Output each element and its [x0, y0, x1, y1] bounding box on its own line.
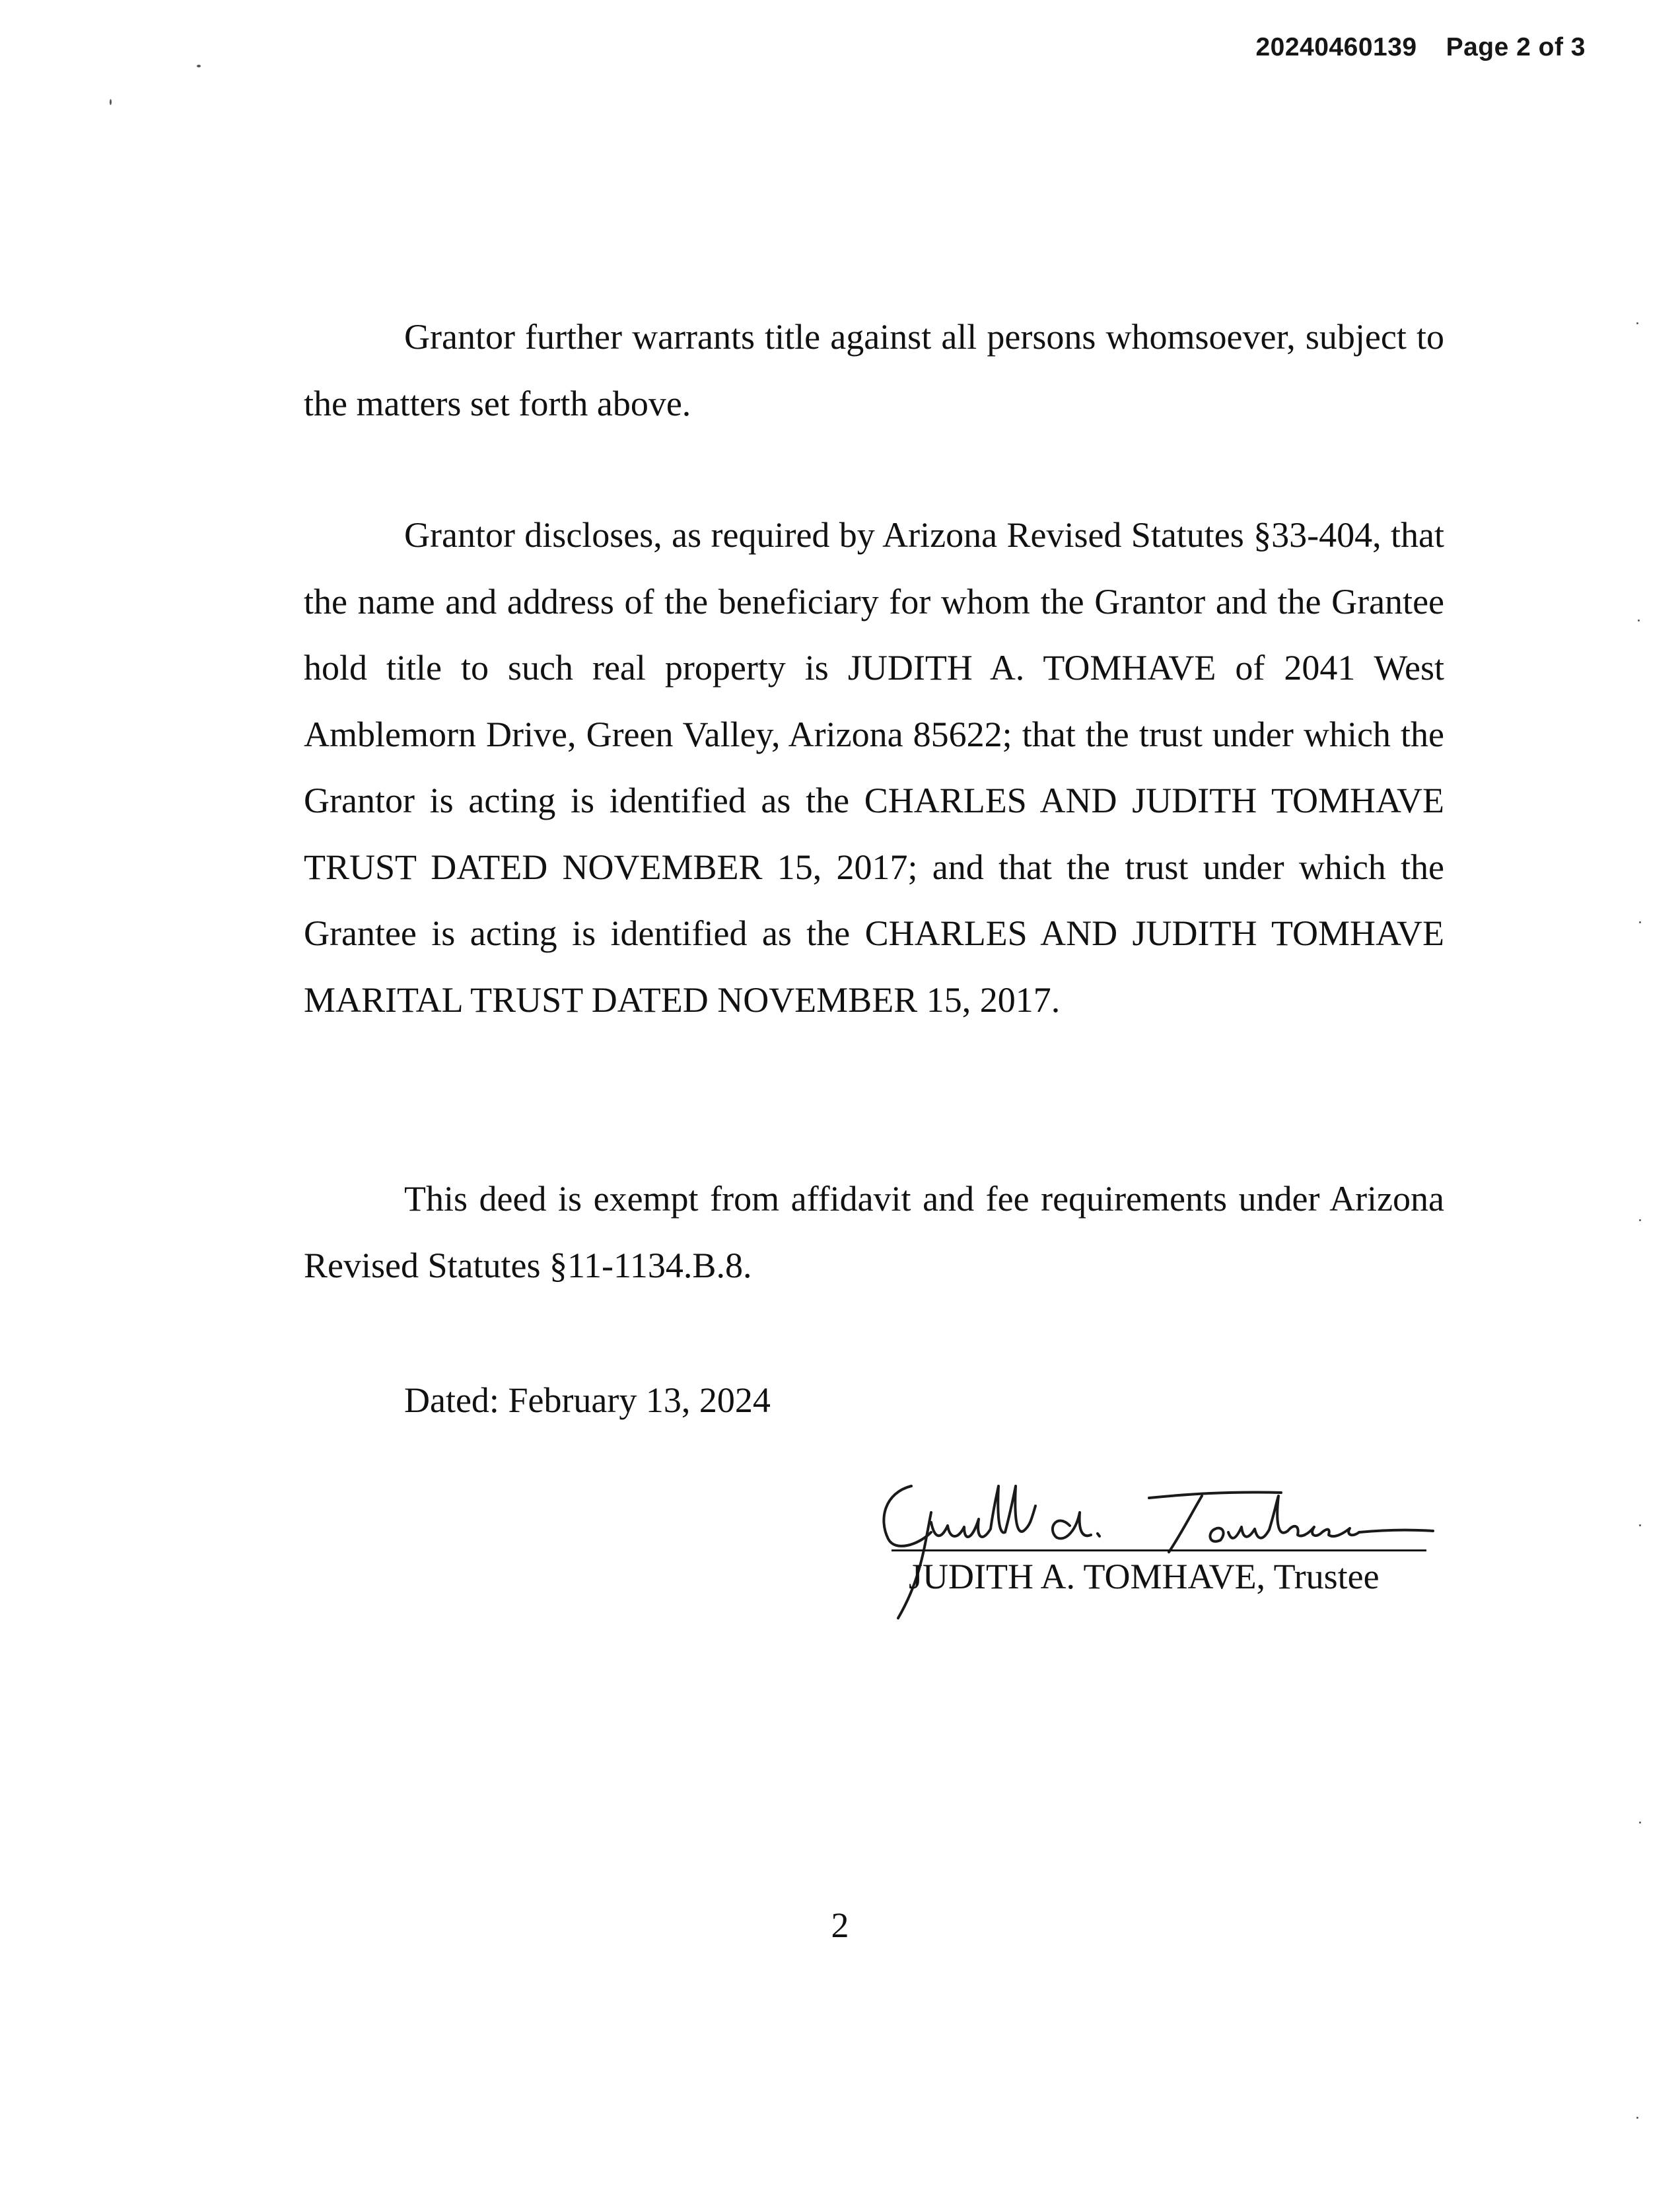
recording-number: 20240460139 [1255, 33, 1417, 61]
scan-speck [110, 99, 112, 105]
scan-speck [1639, 1822, 1641, 1824]
scan-speck [1639, 1219, 1641, 1221]
scan-speck [1639, 921, 1641, 923]
exemption-paragraph: This deed is exempt from affidavit and fee requirements under Arizona Revised Statutes §11-1134.B.8. [304, 1179, 1444, 1285]
handwritten-signature [858, 1466, 1440, 1631]
warranty-paragraph: Grantor further warrants title against all persons whomsoever, subject to the matters set forth above. [304, 317, 1444, 423]
page-number: 2 [831, 1905, 849, 1945]
signature-block [858, 1466, 1440, 1631]
signature-line [892, 1549, 1426, 1551]
beneficiary-disclosure-paragraph: Grantor discloses, as required by Arizona Revised Statutes §33-404, that the name and address of the beneficiary for whom the Grantor and the Grantee hold title to such real property is JUDITH A. TOMHAVE of 2041 West Amblemorn Drive, Green Valley, Arizona 85622; that the trust under which the Grantor is acting is identified as the CHARLES AND JUDITH TOMHAVE TRUST DATED NOVEMBER 15, 2017; and that the trust under which the Grantee is acting is identified as the CHARLES AND JUDITH TOMHAVE MARITAL TRUST DATED NOVEMBER 15, 2017. [304, 515, 1444, 1020]
scan-speck [1638, 620, 1640, 621]
document-header [1255, 33, 1586, 62]
scan-speck [197, 65, 201, 67]
signer-printed-name: JUDITH A. TOMHAVE, Trustee [909, 1557, 1380, 1596]
scan-speck [1636, 2117, 1638, 2119]
scan-speck [1639, 1524, 1641, 1526]
page-count-label: Page 2 of 3 [1446, 33, 1586, 61]
date-line: Dated: February 13, 2024 [404, 1380, 771, 1420]
scan-speck [1636, 322, 1638, 324]
